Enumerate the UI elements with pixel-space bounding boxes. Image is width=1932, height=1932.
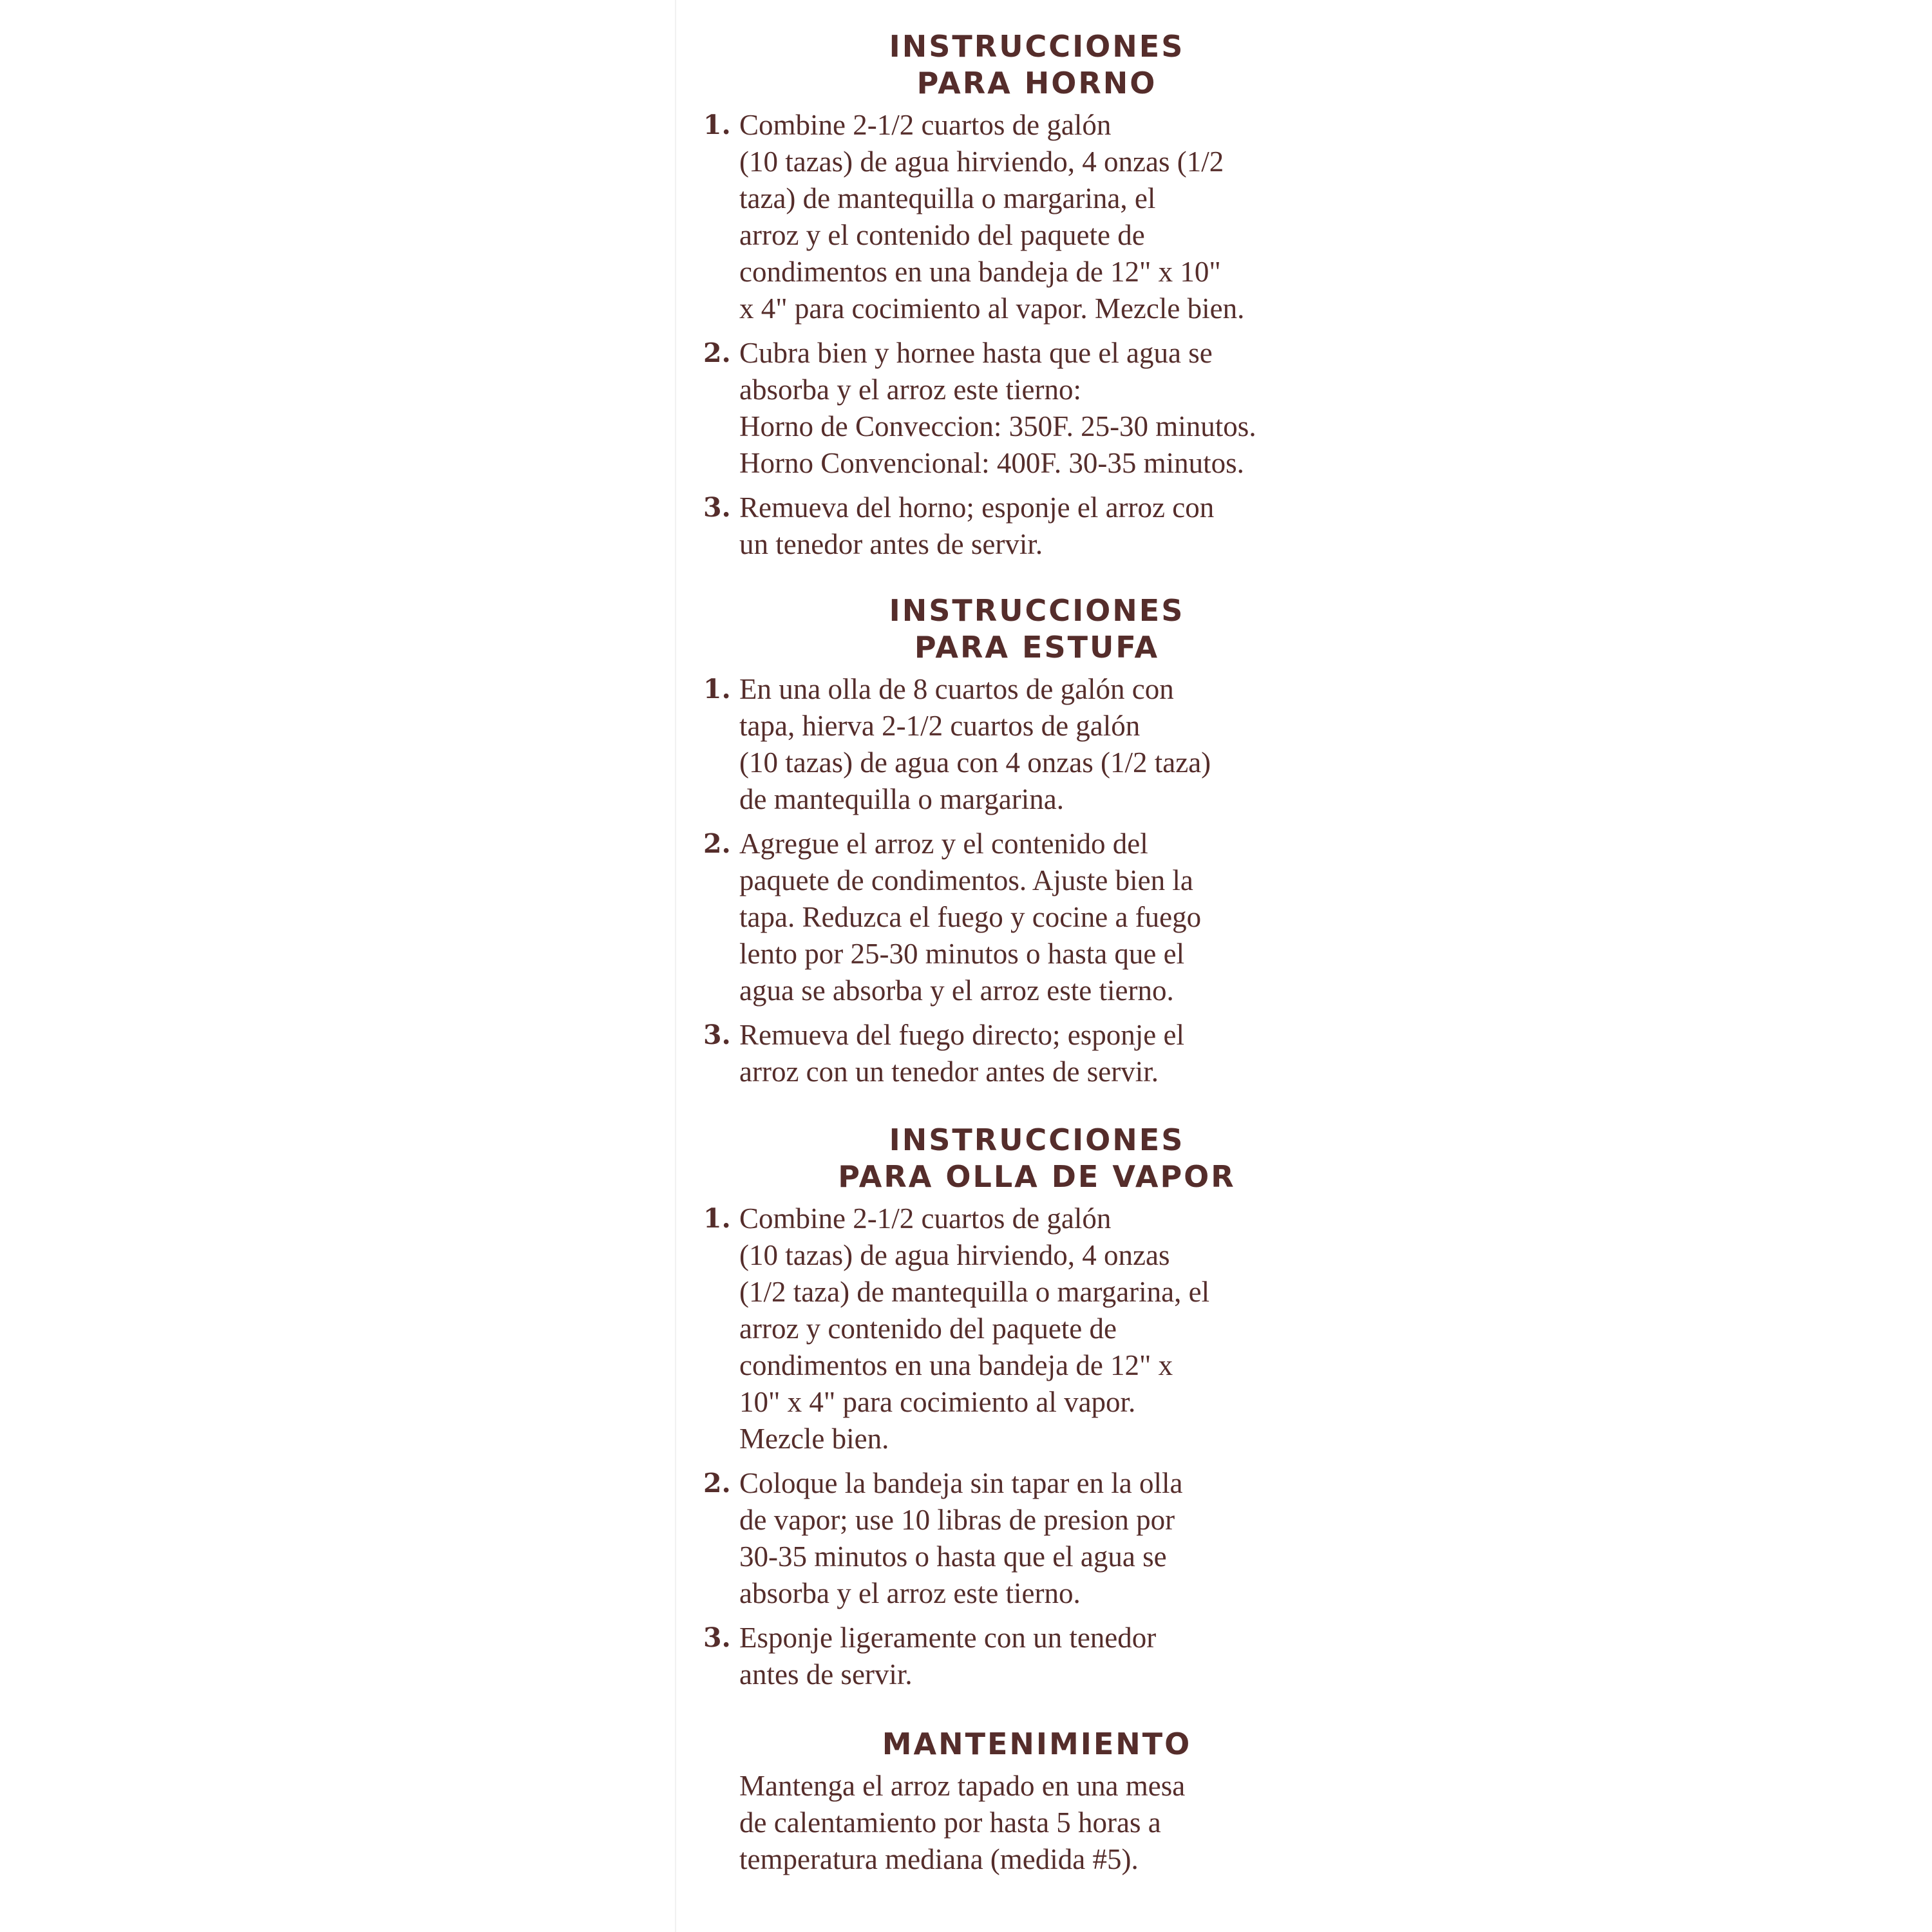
step-line: 30-35 minutos o hasta que el agua se bbox=[739, 1540, 1167, 1573]
maintenance-text bbox=[739, 1768, 1367, 1878]
step-number: 3. bbox=[703, 492, 731, 523]
step-line: Cubra bien y hornee hasta que el agua se bbox=[739, 337, 1213, 369]
step-number: 1. bbox=[703, 674, 731, 705]
step-line: agua se absorba y el arroz este tierno. bbox=[739, 974, 1174, 1007]
step-line: paquete de condimentos. Ajuste bien la bbox=[739, 864, 1193, 896]
step-number: 3. bbox=[703, 1622, 731, 1653]
step-number: 2. bbox=[703, 337, 731, 368]
step-line: absorba y el arroz este tierno. bbox=[739, 1577, 1081, 1609]
section-heading bbox=[676, 592, 1359, 666]
step-line: de vapor; use 10 libras de presion por bbox=[739, 1504, 1175, 1536]
step-line: Remueva del fuego directo; esponje el bbox=[739, 1019, 1184, 1051]
step-line: absorba y el arroz este tierno: bbox=[739, 374, 1082, 406]
step-item bbox=[689, 335, 1319, 482]
maintenance-line: de calentamiento por hasta 5 horas a bbox=[739, 1806, 1161, 1839]
step-item bbox=[689, 826, 1319, 1009]
step-line: taza) de mantequilla o margarina, el bbox=[739, 182, 1156, 214]
step-line: Horno Convencional: 400F. 30-35 minutos. bbox=[739, 447, 1244, 479]
heading-line: INSTRUCCIONES bbox=[889, 29, 1185, 64]
heading-line: PARA ESTUFA bbox=[914, 630, 1160, 665]
steps-list bbox=[676, 671, 1367, 1090]
step-item bbox=[689, 1200, 1319, 1457]
maintenance-line: Mantenga el arroz tapado en una mesa bbox=[739, 1770, 1186, 1802]
step-line: arroz y contenido del paquete de bbox=[739, 1312, 1117, 1345]
step-item bbox=[689, 489, 1319, 563]
step-line: lento por 25-30 minutos o hasta que el bbox=[739, 938, 1185, 970]
section-heading bbox=[676, 1122, 1359, 1195]
section-stove bbox=[676, 592, 1367, 1098]
step-number: 2. bbox=[703, 828, 731, 859]
heading-line: INSTRUCCIONES bbox=[889, 1122, 1185, 1157]
step-line: (10 tazas) de agua con 4 onzas (1/2 taza) bbox=[739, 746, 1211, 779]
section-maintenance bbox=[676, 1726, 1367, 1878]
step-number: 1. bbox=[703, 1203, 731, 1234]
step-line: Remueva del horno; esponje el arroz con bbox=[739, 491, 1215, 524]
step-line: En una olla de 8 cuartos de galón con bbox=[739, 673, 1174, 705]
step-line: un tenedor antes de servir. bbox=[739, 528, 1043, 560]
section-heading: MANTENIMIENTO bbox=[882, 1727, 1192, 1761]
step-line: arroz y el contenido del paquete de bbox=[739, 219, 1145, 251]
step-item bbox=[689, 1465, 1319, 1612]
step-item bbox=[689, 1620, 1319, 1693]
step-line: 10" x 4" para cocimiento al vapor. bbox=[739, 1386, 1136, 1418]
maintenance-line: temperatura mediana (medida #5). bbox=[739, 1843, 1139, 1875]
step-line: Agregue el arroz y el contenido del bbox=[739, 828, 1148, 860]
step-line: (10 tazas) de agua hirviendo, 4 onzas (1/2 bbox=[739, 146, 1224, 178]
step-number: 1. bbox=[703, 109, 731, 140]
step-line: Combine 2-1/2 cuartos de galón bbox=[739, 1202, 1112, 1235]
step-line: tapa, hierva 2-1/2 cuartos de galón bbox=[739, 710, 1141, 742]
step-number: 2. bbox=[703, 1468, 731, 1499]
step-line: antes de servir. bbox=[739, 1658, 913, 1690]
step-line: x 4" para cocimiento al vapor. Mezcle bien. bbox=[739, 292, 1245, 325]
heading-line: INSTRUCCIONES bbox=[889, 593, 1185, 628]
step-item bbox=[689, 107, 1319, 327]
step-line: de mantequilla o margarina. bbox=[739, 783, 1064, 815]
heading-line: PARA HORNO bbox=[916, 66, 1157, 100]
step-line: Horno de Conveccion: 350F. 25-30 minutos. bbox=[739, 410, 1256, 442]
step-line: Coloque la bandeja sin tapar en la olla bbox=[739, 1467, 1183, 1499]
section-steamer bbox=[676, 1122, 1367, 1701]
instructions-panel bbox=[675, 0, 1367, 1932]
step-number: 3. bbox=[703, 1019, 731, 1050]
step-item bbox=[689, 671, 1319, 818]
step-line: Mezcle bien. bbox=[739, 1423, 889, 1455]
section-heading bbox=[676, 28, 1359, 102]
step-item bbox=[689, 1017, 1319, 1090]
section-oven bbox=[676, 28, 1367, 571]
step-line: (10 tazas) de agua hirviendo, 4 onzas bbox=[739, 1239, 1170, 1271]
step-line: (1/2 taza) de mantequilla o margarina, el bbox=[739, 1276, 1210, 1308]
step-line: Esponje ligeramente con un tenedor bbox=[739, 1622, 1157, 1654]
step-line: condimentos en una bandeja de 12" x bbox=[739, 1349, 1173, 1381]
steps-list bbox=[676, 1200, 1367, 1693]
step-line: condimentos en una bandeja de 12" x 10" bbox=[739, 256, 1221, 288]
step-line: tapa. Reduzca el fuego y cocine a fuego bbox=[739, 901, 1202, 933]
step-line: Combine 2-1/2 cuartos de galón bbox=[739, 109, 1112, 141]
steps-list bbox=[676, 107, 1367, 563]
heading-line: PARA OLLA DE VAPOR bbox=[838, 1159, 1236, 1194]
step-line: arroz con un tenedor antes de servir. bbox=[739, 1056, 1159, 1088]
